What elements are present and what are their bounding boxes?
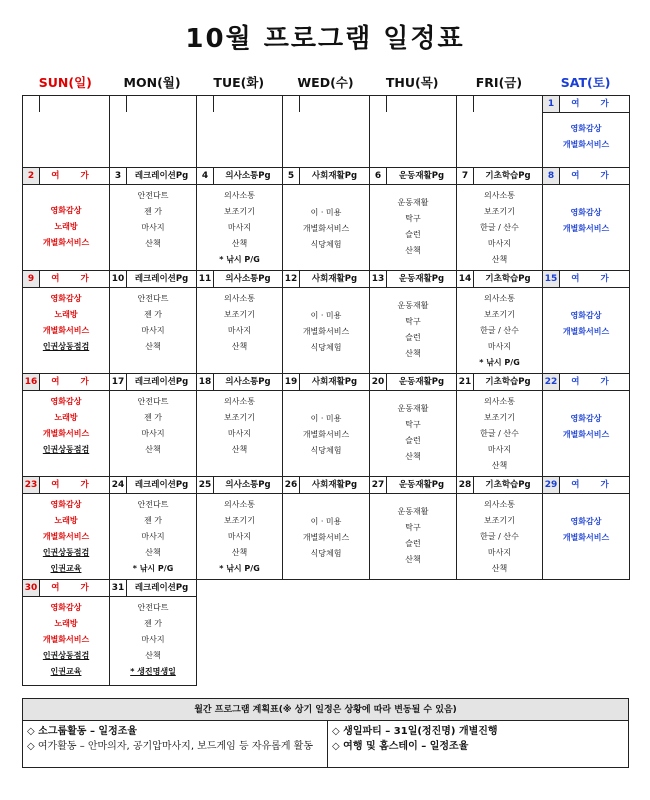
activity: 의사소통 xyxy=(484,500,515,509)
program-title: 사회재활Pg xyxy=(311,480,358,490)
activity: 식당체험 xyxy=(310,446,342,455)
leisure-label: 여 가 xyxy=(571,171,618,181)
week-row xyxy=(23,580,630,686)
activity: 마사지 xyxy=(227,532,252,541)
day-cell-sun xyxy=(23,271,110,374)
activity: 마사지 xyxy=(227,223,252,232)
leisure-label: 여 가 xyxy=(571,377,618,387)
activity: 식당체험 xyxy=(310,343,342,352)
fishing-note: * 낚시 P/G xyxy=(219,564,260,573)
activity: 산책 xyxy=(231,342,248,351)
leisure-label: 여 가 xyxy=(51,274,98,284)
leisure-label: 여 가 xyxy=(51,171,98,181)
day-cell-fri xyxy=(457,271,543,374)
activity: 산책 xyxy=(145,548,161,557)
activity: 개별화서비스 xyxy=(302,533,350,542)
activity: 영화감상 xyxy=(570,414,602,423)
activity: 젠 가 xyxy=(144,207,162,216)
activity: 영화감상 xyxy=(50,206,82,215)
program-title: 운동재활Pg xyxy=(398,480,445,490)
activity: 개별화서비스 xyxy=(302,430,350,439)
activity: 의사소통 xyxy=(484,294,515,303)
day-cell-wed xyxy=(283,271,370,374)
day-cell-mon xyxy=(110,374,197,477)
program-title: 레크레이션Pg xyxy=(134,274,189,284)
activity: 의사소통 xyxy=(224,500,255,509)
date-number: 9 xyxy=(23,271,40,287)
empty-cell xyxy=(283,580,370,686)
page-title: 10월 프로그램 일정표 xyxy=(185,24,465,54)
activity: 개별화서비스 xyxy=(302,224,350,233)
day-cell-empty xyxy=(457,96,543,168)
program-title: 사회재활Pg xyxy=(311,171,358,181)
activity: 한글 / 산수 xyxy=(480,532,519,541)
activity: 영화감상 xyxy=(570,124,602,133)
activity: 이 · 미용 xyxy=(310,311,342,320)
activity: 보조기기 xyxy=(484,516,515,525)
activity: 산책 xyxy=(405,349,421,358)
activity: 마사지 xyxy=(141,326,165,335)
activity: 슬런 xyxy=(405,436,421,445)
day-cell-sat xyxy=(543,168,630,271)
fishing-note: * 낚시 P/G xyxy=(219,255,260,264)
leisure-label: 여 가 xyxy=(51,583,98,593)
rights-education: 인권교육 xyxy=(50,564,82,573)
date-number: 15 xyxy=(543,271,560,287)
plan-title: 월간 프로그램 계획표(※ 상기 일정은 상황에 따라 변동될 수 있음) xyxy=(23,699,628,721)
plan-right-column xyxy=(328,721,628,767)
day-cell-tue xyxy=(197,271,283,374)
weekday-tue: TUE(화) xyxy=(213,75,265,90)
weekday-wed: WED(수) xyxy=(297,75,354,90)
day-cell-sun xyxy=(23,374,110,477)
activity: 탁구 xyxy=(405,420,421,429)
date-number: 23 xyxy=(23,477,40,493)
day-cell-sun xyxy=(23,477,110,580)
day-cell-sat xyxy=(543,374,630,477)
activity: 개별화서비스 xyxy=(562,140,610,149)
activity: 마사지 xyxy=(487,239,512,248)
day-cell-mon xyxy=(110,168,197,271)
program-title: 레크레이션Pg xyxy=(134,377,189,387)
program-title: 기초학습Pg xyxy=(485,274,531,284)
day-cell-sun xyxy=(23,580,110,686)
date-number: 5 xyxy=(283,168,300,184)
day-cell-sat xyxy=(543,96,630,168)
activity: 안전다트 xyxy=(137,191,169,200)
activity: 보조기기 xyxy=(224,516,255,525)
day-cell-wed xyxy=(283,168,370,271)
day-cell-thu xyxy=(370,271,457,374)
date-number: 29 xyxy=(543,477,560,493)
activity: 산책 xyxy=(405,555,421,564)
rights-check: 인권상동점검 xyxy=(42,651,90,660)
activity: 안전다트 xyxy=(137,603,169,612)
activity: 산책 xyxy=(145,445,161,454)
activity: 노래방 xyxy=(54,619,78,628)
weekday-fri: FRI(금) xyxy=(475,75,523,90)
date-number: 17 xyxy=(110,374,127,390)
activity: 개별화서비스 xyxy=(42,326,90,335)
day-cell-fri xyxy=(457,168,543,271)
program-title: 기초학습Pg xyxy=(485,171,531,181)
day-cell-tue xyxy=(197,477,283,580)
activity: 마사지 xyxy=(141,223,165,232)
rights-check: 인권상동점검 xyxy=(42,342,90,351)
program-title: 운동재활Pg xyxy=(398,171,445,181)
activity: 보조기기 xyxy=(224,207,255,216)
activity: 개별화서비스 xyxy=(302,327,350,336)
activity: 마사지 xyxy=(227,429,252,438)
day-cell-wed xyxy=(283,374,370,477)
date-number: 19 xyxy=(283,374,300,390)
week-row xyxy=(23,477,630,580)
date-number: 14 xyxy=(457,271,474,287)
weekday-sun: SUN(일) xyxy=(38,75,92,90)
program-title: 레크레이션Pg xyxy=(134,171,189,181)
activity: 이 · 미용 xyxy=(310,517,342,526)
activity: 젠 가 xyxy=(144,619,162,628)
date-number: 30 xyxy=(23,580,40,596)
date-number: 3 xyxy=(110,168,127,184)
activity: 개별화서비스 xyxy=(562,224,610,233)
activity: 운동재활 xyxy=(397,507,429,516)
activity: 운동재활 xyxy=(397,198,429,207)
activity: 영화감상 xyxy=(570,311,602,320)
week-row xyxy=(23,96,630,168)
date-number: 22 xyxy=(543,374,560,390)
activity: 개별화서비스 xyxy=(42,429,90,438)
date-number: 26 xyxy=(283,477,300,493)
rights-check: 인권상동점검 xyxy=(42,548,90,557)
activity: 산책 xyxy=(405,246,421,255)
program-title: 레크레이션Pg xyxy=(134,480,189,490)
activity: 보조기기 xyxy=(484,413,515,422)
activity: 의사소통 xyxy=(484,397,515,406)
activity: 마사지 xyxy=(487,445,512,454)
date-number: 8 xyxy=(543,168,560,184)
program-title: 사회재활Pg xyxy=(311,274,358,284)
day-cell-fri xyxy=(457,477,543,580)
program-title: 레크레이션Pg xyxy=(134,583,189,593)
activity: 탁구 xyxy=(405,523,421,532)
date-number: 10 xyxy=(110,271,127,287)
leisure-label: 여 가 xyxy=(571,274,618,284)
date-number: 2 xyxy=(23,168,40,184)
date-number: 27 xyxy=(370,477,387,493)
leisure-label: 여 가 xyxy=(571,99,618,109)
activity: 산책 xyxy=(405,452,421,461)
date-number: 11 xyxy=(197,271,214,287)
activity: 이 · 미용 xyxy=(310,208,342,217)
day-cell-empty xyxy=(197,96,283,168)
fishing-note: * 낚시 P/G xyxy=(132,564,174,573)
plan-item: ◇ 여행 및 홈스테이 – 일정조율 xyxy=(332,741,469,752)
activity: 젠 가 xyxy=(144,516,162,525)
activity: 운동재활 xyxy=(397,404,429,413)
activity: 산책 xyxy=(231,445,248,454)
day-cell-thu xyxy=(370,168,457,271)
date-number: 7 xyxy=(457,168,474,184)
activity: 개별화서비스 xyxy=(562,327,610,336)
activity: 의사소통 xyxy=(224,397,255,406)
day-cell-empty xyxy=(370,96,457,168)
program-title: 운동재활Pg xyxy=(398,274,445,284)
leisure-label: 여 가 xyxy=(51,377,98,387)
program-title: 의사소통Pg xyxy=(225,171,271,181)
day-cell-empty xyxy=(110,96,197,168)
activity: 개별화서비스 xyxy=(562,533,610,542)
activity: 한글 / 산수 xyxy=(480,223,519,232)
activity: 산책 xyxy=(231,548,248,557)
activity: 노래방 xyxy=(54,222,78,231)
activity: 산책 xyxy=(491,461,508,470)
program-title: 사회재활Pg xyxy=(311,377,358,387)
activity: 한글 / 산수 xyxy=(480,429,519,438)
program-title: 운동재활Pg xyxy=(398,377,445,387)
day-cell-sun xyxy=(23,168,110,271)
activity: 개별화서비스 xyxy=(562,430,610,439)
activity: 탁구 xyxy=(405,214,421,223)
activity: 안전다트 xyxy=(137,294,169,303)
activity: 보조기기 xyxy=(224,413,255,422)
activity: 젠 가 xyxy=(144,413,162,422)
activity: 영화감상 xyxy=(570,208,602,217)
activity: 의사소통 xyxy=(224,191,255,200)
activity: 산책 xyxy=(145,651,161,660)
activity: 개별화서비스 xyxy=(42,532,90,541)
activity: 마사지 xyxy=(487,342,512,351)
date-number: 18 xyxy=(197,374,214,390)
activity: 영화감상 xyxy=(50,500,82,509)
monthly-plan-box xyxy=(22,698,629,768)
activity: 개별화서비스 xyxy=(42,635,90,644)
program-title: 의사소통Pg xyxy=(225,274,271,284)
activity: 식당체험 xyxy=(310,240,342,249)
activity: 산책 xyxy=(145,342,161,351)
weekday-thu: THU(목) xyxy=(385,75,439,90)
birthday-note: * 생진명생일 xyxy=(130,667,176,676)
program-title: 의사소통Pg xyxy=(225,377,271,387)
activity: 노래방 xyxy=(54,413,78,422)
day-cell-sat xyxy=(543,271,630,374)
empty-cell xyxy=(197,580,283,686)
activity: 노래방 xyxy=(54,516,78,525)
activity: 의사소통 xyxy=(484,191,515,200)
activity: 슬런 xyxy=(405,539,421,548)
program-title: 기초학습Pg xyxy=(485,480,531,490)
activity: 한글 / 산수 xyxy=(480,326,519,335)
day-cell-mon xyxy=(110,477,197,580)
day-cell-empty xyxy=(23,96,110,168)
date-number: 4 xyxy=(197,168,214,184)
date-number: 31 xyxy=(110,580,127,596)
activity: 의사소통 xyxy=(224,294,255,303)
day-cell-mon xyxy=(110,580,197,686)
activity: 보조기기 xyxy=(484,207,515,216)
activity: 운동재활 xyxy=(397,301,429,310)
weekday-header xyxy=(22,73,629,93)
plan-item: ◇ 생일파티 – 31일(정진명) 개별진행 xyxy=(332,726,498,737)
activity: 영화감상 xyxy=(50,397,82,406)
leisure-label: 여 가 xyxy=(51,480,98,490)
week-row xyxy=(23,271,630,374)
program-title: 기초학습Pg xyxy=(485,377,531,387)
date-number: 13 xyxy=(370,271,387,287)
plan-item: ◇ 소그룹활동 – 일정조율 xyxy=(27,726,138,737)
activity: 안전다트 xyxy=(137,397,169,406)
day-cell-fri xyxy=(457,374,543,477)
activity: 안전다트 xyxy=(137,500,169,509)
activity: 영화감상 xyxy=(50,603,82,612)
leisure-label: 여 가 xyxy=(571,480,618,490)
activity: 영화감상 xyxy=(50,294,82,303)
activity: 마사지 xyxy=(141,635,165,644)
fishing-note: * 낚시 P/G xyxy=(479,358,520,367)
day-cell-tue xyxy=(197,374,283,477)
day-cell-empty xyxy=(283,96,370,168)
date-number: 12 xyxy=(283,271,300,287)
empty-cell xyxy=(457,580,543,686)
calendar-grid xyxy=(22,95,630,686)
activity: 식당체험 xyxy=(310,549,342,558)
activity: 산책 xyxy=(145,239,161,248)
date-number: 6 xyxy=(370,168,387,184)
activity: 젠 가 xyxy=(144,310,162,319)
weekday-mon: MON(월) xyxy=(123,75,181,90)
activity: 마사지 xyxy=(141,429,165,438)
date-number: 1 xyxy=(543,96,560,112)
activity: 산책 xyxy=(231,239,248,248)
activity: 영화감상 xyxy=(570,517,602,526)
activity: 탁구 xyxy=(405,317,421,326)
day-cell-wed xyxy=(283,477,370,580)
plan-item: ◇ 여가활동 – 안마의자, 공기압마사지, 보드게임 등 자유롭게 활동 xyxy=(27,741,313,752)
program-title: 의사소통Pg xyxy=(225,480,271,490)
activity: 산책 xyxy=(491,564,508,573)
activity: 보조기기 xyxy=(224,310,255,319)
activity: 슬런 xyxy=(405,333,421,342)
date-number: 16 xyxy=(23,374,40,390)
day-cell-thu xyxy=(370,374,457,477)
activity: 마사지 xyxy=(487,548,512,557)
activity: 개별화서비스 xyxy=(42,238,90,247)
date-number: 24 xyxy=(110,477,127,493)
rights-education: 인권교육 xyxy=(50,667,82,676)
activity: 마사지 xyxy=(227,326,252,335)
date-number: 21 xyxy=(457,374,474,390)
activity: 노래방 xyxy=(54,310,78,319)
activity: 슬런 xyxy=(405,230,421,239)
activity: 보조기기 xyxy=(484,310,515,319)
empty-cell xyxy=(543,580,630,686)
weekday-sat: SAT(토) xyxy=(560,75,611,90)
plan-left-column xyxy=(23,721,328,767)
activity: 산책 xyxy=(491,255,508,264)
date-number: 20 xyxy=(370,374,387,390)
date-number: 25 xyxy=(197,477,214,493)
empty-cell xyxy=(370,580,457,686)
activity: 이 · 미용 xyxy=(310,414,342,423)
week-row xyxy=(23,374,630,477)
day-cell-tue xyxy=(197,168,283,271)
day-cell-mon xyxy=(110,271,197,374)
day-cell-thu xyxy=(370,477,457,580)
rights-check: 인권상동점검 xyxy=(42,445,90,454)
activity: 마사지 xyxy=(141,532,165,541)
week-row xyxy=(23,168,630,271)
day-cell-sat xyxy=(543,477,630,580)
date-number: 28 xyxy=(457,477,474,493)
